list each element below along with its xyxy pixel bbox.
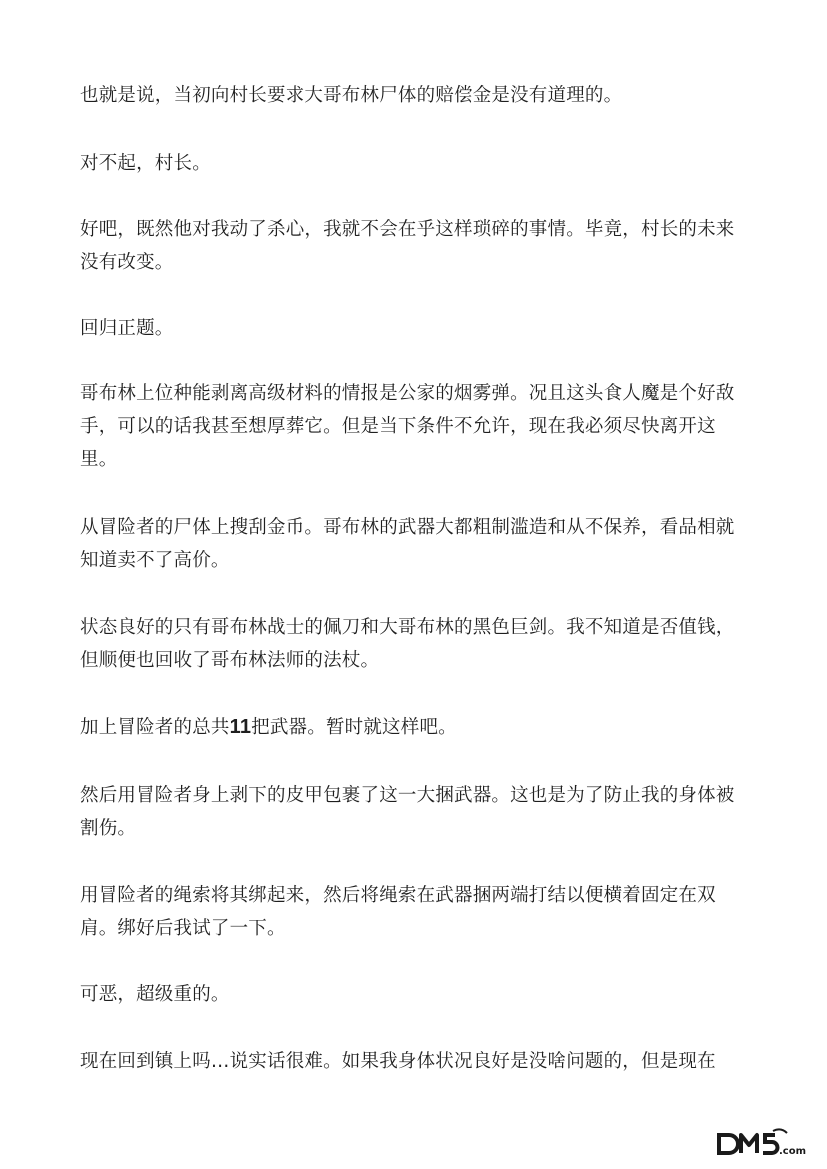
paragraph-8: [80, 711, 740, 744]
paragraph-6: 从冒险者的尸体上搜刮金币。哥布林的武器大都粗制滥造和从不保养，看品相就知道卖不了高价。: [80, 517, 735, 571]
dm5-logo: [713, 1127, 813, 1157]
paragraph-7: 状态良好的只有哥布林战士的佩刀和大哥布林的黑色巨剑。我不知道是否值钱，但顺便也回收了哥布林法师的法杖。: [80, 617, 735, 671]
paragraph-2: 对不起，村长。: [80, 153, 211, 174]
paragraph-10: 用冒险者的绳索将其绑起来，然后将绳索在武器捆两端打结以便横着固定在双肩。绑好后我试了一下。: [80, 885, 716, 939]
paragraph-8-text-before: 加上冒险者的总共: [80, 717, 230, 738]
paragraph-11: 可恶，超级重的。: [80, 984, 230, 1005]
dm5-logo-suffix: .com: [779, 1146, 807, 1157]
paragraph-9: 然后用冒险者身上剥下的皮甲包裹了这一大捆武器。这也是为了防止我的身体被割伤。: [80, 785, 735, 839]
paragraph-3: 好吧，既然他对我动了杀心，我就不会在乎这样琐碎的事情。毕竟，村长的未来没有改变。: [80, 219, 735, 273]
paragraph-12: 现在回到镇上吗…说实话很难。如果我身体状况良好是没啥问题的，但是现在: [80, 1051, 716, 1072]
paragraph-8-text-after: 把武器。暂时就这样吧。: [251, 717, 457, 738]
paragraph-4: 回归正题。: [80, 318, 174, 339]
weapon-count: 11: [229, 716, 252, 738]
paragraph-1: 也就是说，当初向村长要求大哥布林尸体的赔偿金是没有道理的。: [80, 85, 623, 106]
paragraph-5: 哥布林上位种能剥离高级材料的情报是公家的烟雾弹。况且这头食人魔是个好敌手，可以的话我甚至想厚葬它。但是当下条件不允许，现在我必须尽快离开这里。: [80, 383, 735, 470]
